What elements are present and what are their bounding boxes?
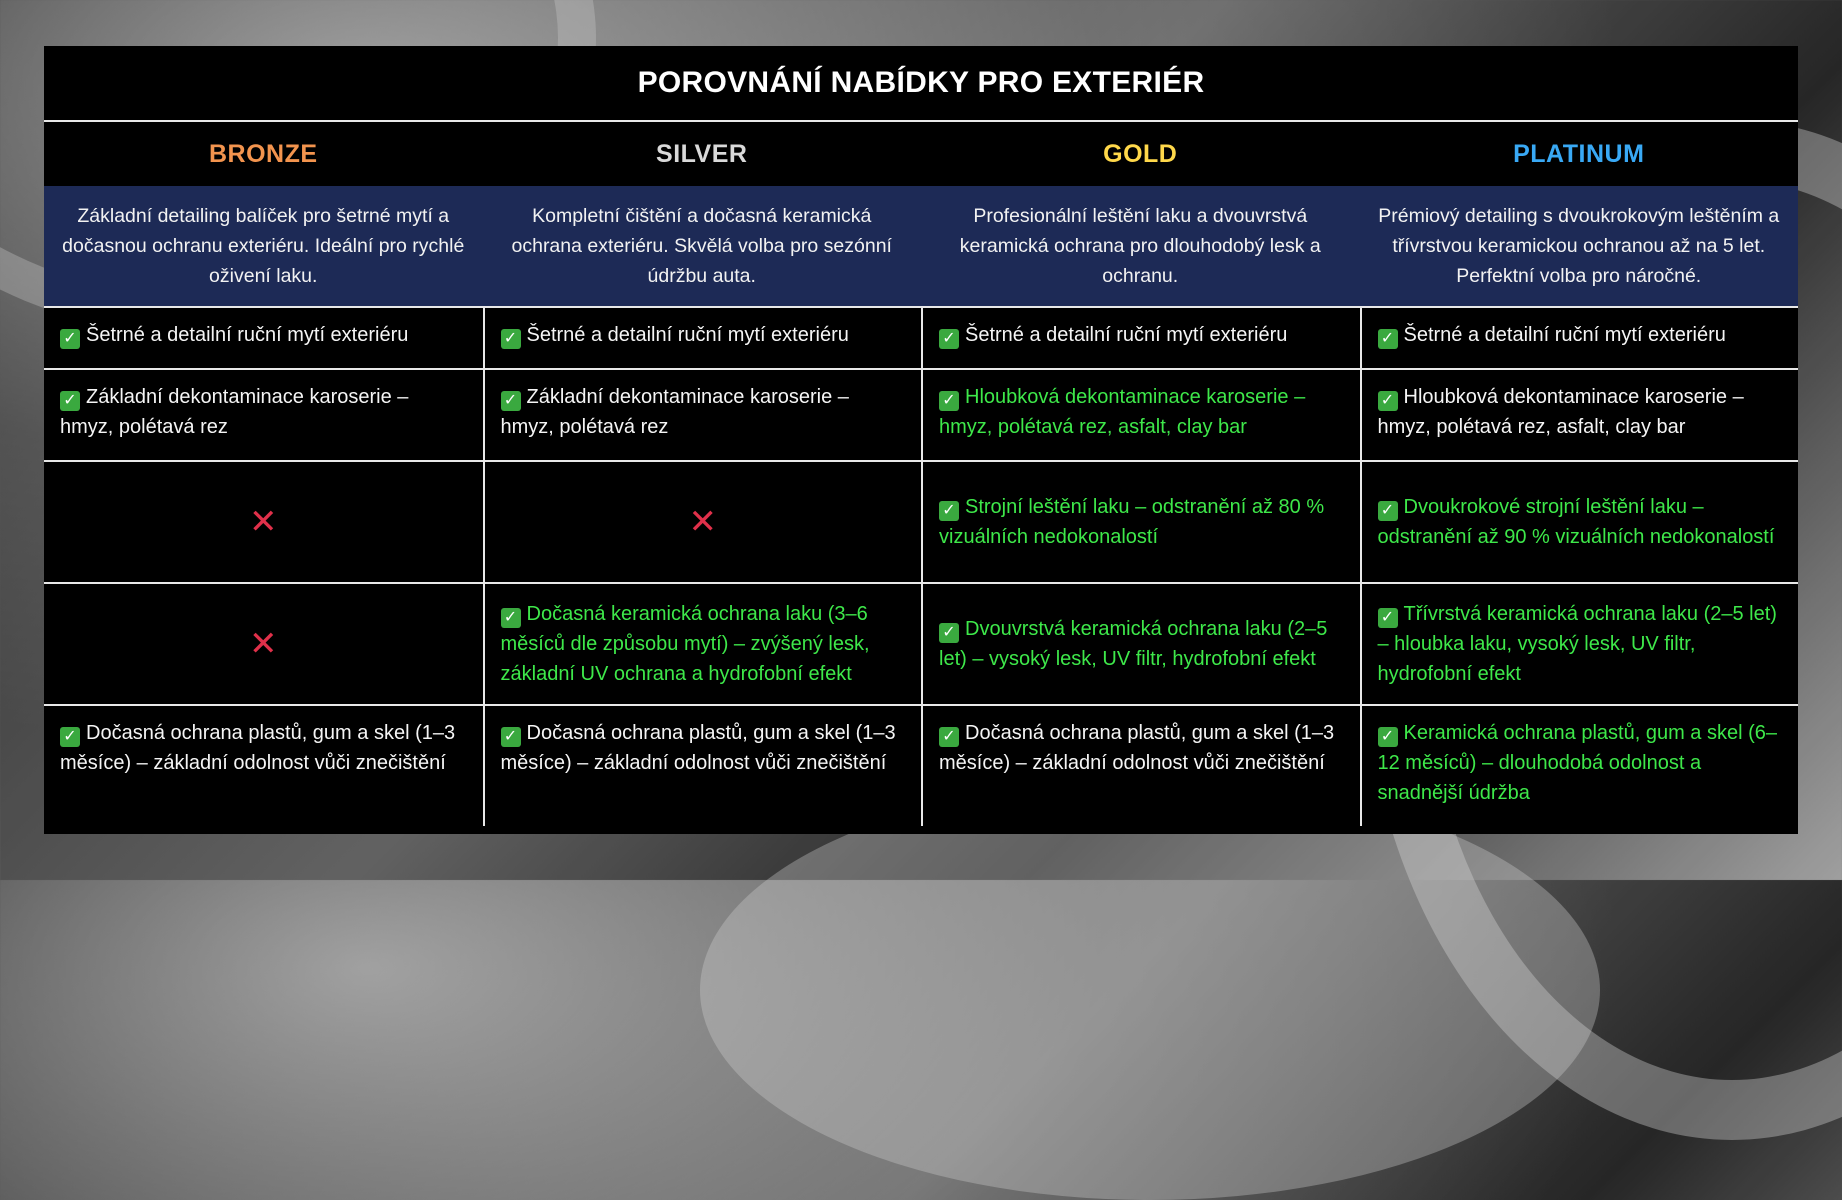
- feature-cell-highlighted: [1360, 582, 1799, 704]
- feature-cell: [1360, 306, 1799, 368]
- feature-text: Dočasná ochrana plastů, gum a skel (1–3 měsíce) – základní odolnost vůči znečištění: [939, 722, 1335, 774]
- feature-cell-highlighted: [483, 582, 922, 704]
- check-icon: ✓: [1378, 329, 1398, 349]
- tier-name-silver: SILVER: [656, 139, 748, 168]
- check-icon: ✓: [501, 391, 521, 411]
- check-icon: ✓: [501, 608, 521, 628]
- feature-row-polishing: [44, 460, 1798, 582]
- check-icon: ✓: [60, 727, 80, 747]
- check-icon: ✓: [939, 329, 959, 349]
- background-decoration: [700, 780, 1600, 1200]
- tier-name-bronze: BRONZE: [208, 139, 318, 168]
- cross-icon: ✕: [688, 502, 717, 542]
- feature-text: Šetrné a detailní ruční mytí exteriéru: [86, 324, 409, 346]
- feature-text: Dvoukrokové strojní leštění laku – odstranění až 90 % vizuálních nedokonalostí: [1377, 496, 1775, 548]
- feature-cell: [44, 368, 483, 460]
- check-icon: ✓: [501, 329, 521, 349]
- feature-cell: [483, 368, 922, 460]
- feature-row-washing: [44, 306, 1798, 368]
- feature-text: Šetrné a detailní ruční mytí exteriéru: [965, 324, 1288, 346]
- feature-text: Základní dekontaminace karoserie – hmyz, polétavá rez: [500, 386, 849, 438]
- feature-cell-highlighted: [1360, 704, 1799, 826]
- check-icon: ✓: [60, 329, 80, 349]
- check-icon: ✓: [1378, 501, 1398, 521]
- feature-cell-highlighted: [921, 582, 1360, 704]
- cross-icon: ✕: [249, 624, 278, 664]
- feature-text: Třívrstvá keramická ochrana laku (2–5 let) – hloubka laku, vysoký lesk, UV filtr, hydrofobní efekt: [1377, 603, 1777, 685]
- tier-name-platinum: PLATINUM: [1513, 139, 1645, 168]
- feature-text: Šetrné a detailní ruční mytí exteriéru: [526, 324, 849, 346]
- tier-description-bronze: Základní detailing balíček pro šetrné mytí a dočasnou ochranu exteriéru. Ideální pro rychlé oživení laku.: [62, 205, 465, 287]
- check-icon: ✓: [939, 391, 959, 411]
- cross-icon: ✕: [249, 502, 278, 542]
- tier-description-silver: Kompletní čištění a dočasná keramická ochrana exteriéru. Skvělá volba pro sezónní údržbu auta.: [511, 205, 892, 287]
- feature-text: Dočasná keramická ochrana laku (3–6 měsíců dle způsobu mytí) – zvýšený lesk, základní UV ochrana a hydrofobní efekt: [500, 603, 870, 685]
- tier-header-row: [44, 122, 1798, 186]
- feature-cell-unavailable: [483, 460, 922, 582]
- feature-cell: [1360, 368, 1799, 460]
- feature-text: Dočasná ochrana plastů, gum a skel (1–3 měsíce) – základní odolnost vůči znečištění: [500, 722, 896, 774]
- feature-text: Dvouvrstvá keramická ochrana laku (2–5 let) – vysoký lesk, UV filtr, hydrofobní efekt: [939, 618, 1328, 670]
- feature-text: Hloubková dekontaminace karoserie – hmyz, polétavá rez, asfalt, clay bar: [1377, 386, 1744, 438]
- tier-description-platinum: Prémiový detailing s dvoukrokovým leštěním a třívrstvou keramickou ochranou až na 5 let. Perfektní volba pro náročné.: [1378, 205, 1780, 287]
- feature-cell: [44, 704, 483, 826]
- feature-cell-highlighted: [921, 460, 1360, 582]
- check-icon: ✓: [1378, 727, 1398, 747]
- comparison-table: [44, 46, 1798, 834]
- feature-row-ceramic-coating: [44, 582, 1798, 704]
- feature-cell: [483, 704, 922, 826]
- check-icon: ✓: [60, 391, 80, 411]
- feature-cell: [921, 306, 1360, 368]
- page-title: POROVNÁNÍ NABÍDKY PRO EXTERIÉR: [637, 66, 1205, 99]
- feature-cell: [483, 306, 922, 368]
- check-icon: ✓: [939, 623, 959, 643]
- feature-text: Keramická ochrana plastů, gum a skel (6–12 měsíců) – dlouhodobá odolnost a snadnější údržba: [1377, 722, 1778, 804]
- check-icon: ✓: [1378, 608, 1398, 628]
- check-icon: ✓: [939, 727, 959, 747]
- feature-row-decontamination: [44, 368, 1798, 460]
- feature-cell-highlighted: [921, 368, 1360, 460]
- feature-cell-unavailable: [44, 582, 483, 704]
- feature-cell-highlighted: [1360, 460, 1799, 582]
- feature-text: Dočasná ochrana plastů, gum a skel (1–3 měsíce) – základní odolnost vůči znečištění: [60, 722, 456, 774]
- feature-text: Strojní leštění laku – odstranění až 80 % vizuálních nedokonalostí: [939, 496, 1325, 548]
- feature-text: Šetrné a detailní ruční mytí exteriéru: [1403, 324, 1726, 346]
- feature-row-plastics-protection: [44, 704, 1798, 826]
- tier-name-gold: GOLD: [1103, 139, 1178, 168]
- check-icon: ✓: [939, 501, 959, 521]
- check-icon: ✓: [501, 727, 521, 747]
- tier-description-gold: Profesionální leštění laku a dvouvrstvá keramická ochrana pro dlouhodobý lesk a ochranu.: [959, 205, 1321, 287]
- feature-cell: [921, 704, 1360, 826]
- feature-cell-unavailable: [44, 460, 483, 582]
- table-title-row: [44, 46, 1798, 122]
- feature-text: Základní dekontaminace karoserie – hmyz, polétavá rez: [60, 386, 409, 438]
- check-icon: ✓: [1378, 391, 1398, 411]
- tier-description-row: [44, 186, 1798, 306]
- feature-text: Hloubková dekontaminace karoserie – hmyz, polétavá rez, asfalt, clay bar: [939, 386, 1306, 438]
- feature-cell: [44, 306, 483, 368]
